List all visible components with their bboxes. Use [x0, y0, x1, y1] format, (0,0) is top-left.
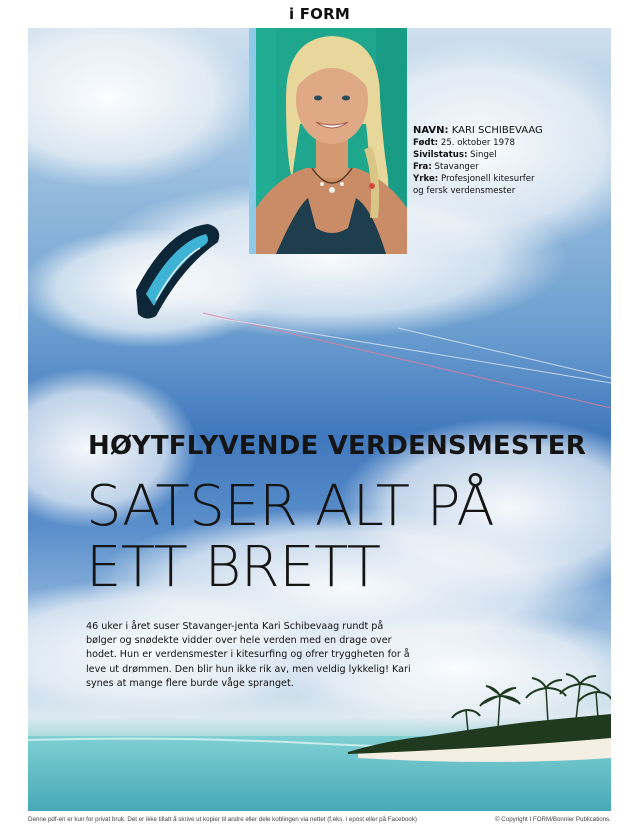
name-label: NAVN:: [413, 125, 449, 136]
footer-disclaimer: Denne pdf-en er kun for privat bruk. Det er ikke tillatt å skrive ut kopier til andre eller dele koblingen via nettet (f.eks. i epost eller på Facebook): [28, 816, 417, 823]
born-label: Født:: [413, 138, 439, 148]
portrait-illustration: [256, 28, 407, 254]
profile-job-row-2: og fersk verdensmester: [413, 186, 516, 196]
headline-line-1: SATSER ALT PÅ: [86, 474, 495, 539]
article-headline: [86, 476, 606, 598]
footer-copyright: © Copyright I FORM/Bonnier Publications.: [495, 816, 611, 823]
job-value-1: Profesjonell kitesurfer: [440, 174, 535, 184]
status-label: Sivilstatus:: [413, 150, 468, 160]
article-lede: 46 uker i året suser Stavanger-jenta Kari Schibevaag rundt på bølger og snødekte vidder over hele verden med en drage over hodet. Hun er verdensmester i kitesurfing og ofrer tryggheten for å leve ut drømmen. Den blir hun ikke rik av, men veldig lykkelig! Kari synes at mange flere burde våge spranget.: [86, 621, 411, 689]
headline-line-2: ETT BRETT: [86, 535, 381, 600]
profile-facts: [413, 124, 603, 197]
profile-job-row: [413, 173, 603, 185]
article-kicker: HØYTFLYVENDE VERDENSMESTER: [88, 431, 586, 461]
profile-from-row: [413, 161, 603, 173]
magazine-masthead: i FORM: [288, 5, 351, 23]
hero-photo: [28, 28, 611, 811]
profile-born-row: [413, 137, 603, 149]
from-value: Stavanger: [434, 162, 479, 172]
profile-status-row: [413, 149, 603, 161]
from-label: Fra:: [413, 162, 432, 172]
born-value: 25. oktober 1978: [440, 138, 515, 148]
job-label: Yrke:: [413, 174, 439, 184]
status-value: Singel: [470, 150, 497, 160]
profile-name-row: [413, 124, 603, 137]
portrait-photo: [249, 28, 407, 254]
page-footer: [28, 816, 611, 830]
name-value: KARI SCHIBEVAAG: [451, 125, 543, 136]
